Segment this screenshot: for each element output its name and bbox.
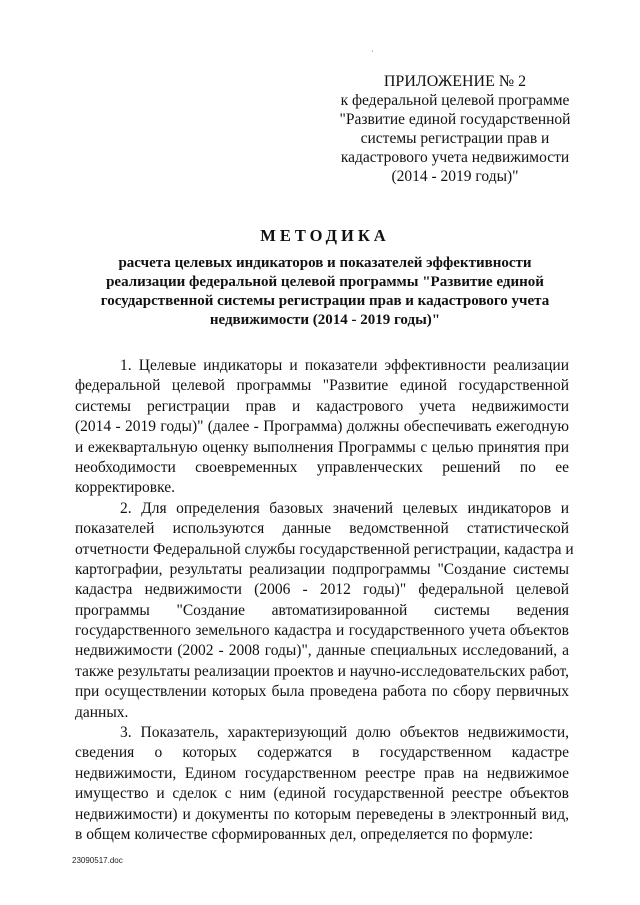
paragraph-line: федеральной целевой программы "Развитие единой государственной bbox=[75, 377, 569, 395]
paragraph-line: недвижимости, Едином государственном реестре прав на недвижимое bbox=[75, 764, 569, 782]
paragraph-line: 2. Для определения базовых значений целевых индикаторов и bbox=[120, 499, 569, 517]
paragraph-line: кадастра недвижимости (2006 - 2012 годы)" федеральной целевой bbox=[75, 581, 569, 599]
paragraph-line: в общем количестве сформированных дел, определяется по формуле: bbox=[75, 825, 534, 843]
subtitle-line: расчета целевых индикаторов и показателей эффективности bbox=[118, 255, 532, 271]
document-body bbox=[75, 356, 574, 845]
appendix-header bbox=[320, 72, 590, 186]
footer-filename: 23090517.doc bbox=[72, 856, 123, 865]
paragraph-line: программы "Создание автоматизированной системы ведения bbox=[75, 601, 569, 619]
document-title: МЕТОДИКА bbox=[260, 226, 390, 245]
appendix-line: кадастрового учета недвижимости bbox=[340, 149, 570, 166]
paragraph-line: (2014 - 2019 годы)" (далее - Программа) должны обеспечивать ежегодную bbox=[75, 418, 569, 436]
appendix-line: к федеральной целевой программе bbox=[340, 92, 570, 109]
paragraph-line: сведения о которых содержатся в государственном кадастре bbox=[75, 744, 569, 762]
paragraph-line: необходимости своевременных управленческих решений по ее bbox=[75, 458, 569, 476]
paragraph-line: показателей используются данные ведомственной статистической bbox=[75, 520, 569, 538]
appendix-line: системы регистрации прав и bbox=[360, 130, 550, 147]
paragraph-line: при осуществлении которых была проведена работа по сбору первичных bbox=[75, 683, 569, 701]
appendix-title: ПРИЛОЖЕНИЕ № 2 bbox=[383, 73, 527, 90]
paragraph-line: государственного земельного кадастра и государственного учета объектов bbox=[75, 622, 569, 640]
subtitle-line: государственной системы регистрации прав и кадастрового учета bbox=[100, 293, 550, 309]
appendix-line: (2014 - 2019 годы)" bbox=[391, 168, 519, 185]
paragraph-line: имущество и сделок с ним (единой государственной реестре объектов bbox=[75, 785, 569, 803]
paragraph-line: системы регистрации прав и кадастрового учета недвижимости bbox=[75, 397, 569, 415]
subtitle-line: реализации федеральной целевой программы "Развитие единой bbox=[106, 274, 544, 290]
paragraph-line: отчетности Федеральной службы государственной регистрации, кадастра и bbox=[75, 540, 574, 558]
document-subtitle bbox=[75, 254, 575, 330]
paragraph-line: 1. Целевые индикаторы и показатели эффективности реализации bbox=[120, 357, 569, 374]
subtitle-line: недвижимости (2014 - 2019 годы)" bbox=[209, 312, 441, 328]
paragraph-line: и ежеквартальную оценку выполнения Программы с целью принятия при bbox=[75, 438, 569, 456]
paragraph-line: недвижимости (2002 - 2008 годы)", данные специальных исследований, а bbox=[75, 642, 569, 660]
paragraph-line: также результаты реализации проектов и научно-исследовательских работ, bbox=[75, 662, 569, 680]
appendix-line: "Развитие единой государственной bbox=[339, 111, 571, 128]
paragraph-line: 3. Показатель, характеризующий долю объектов недвижимости, bbox=[120, 724, 569, 742]
paragraph-line: недвижимости) и документы по которым переведены в электронный вид, bbox=[75, 805, 569, 823]
paragraph-line: корректировке. bbox=[75, 479, 175, 497]
paragraph-line: картографии, результаты реализации подпрограммы "Создание системы bbox=[75, 560, 569, 578]
paragraph-line: данных. bbox=[75, 703, 129, 721]
scan-mark: · bbox=[371, 47, 374, 56]
